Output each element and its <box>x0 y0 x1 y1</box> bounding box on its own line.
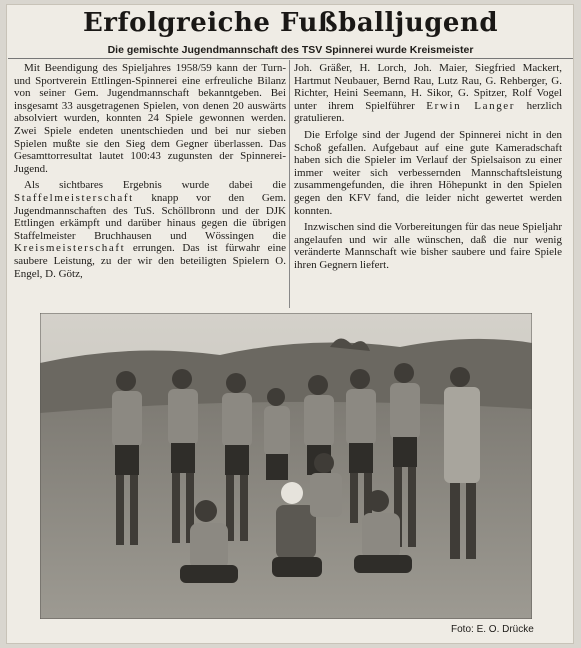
article-headline: Erfolgreiche Fußballjugend <box>82 8 499 38</box>
article-paragraph <box>14 179 286 280</box>
article-paragraph: Die Erfolge sind der Jugend der Spinnerei nicht in den Schoß gefallen. Aufgebaut auf eine gute Kameradschaft haben sich die Spieler im Verlauf der Spielsaison zu einer immer weiter sich verbessernden Mannschaftsleistung zusammengefunden, die ihren Höhepunkt in den Spielen gegen den KFV fand, die leider nicht gewertet werden konnten. <box>294 128 562 217</box>
article-paragraph <box>294 62 562 125</box>
text-run: Joh. Gräßer, H. Lorch, Joh. Maier, Siegfried Mackert, Hartmut Neubauer, Bernd Rau, Lutz Rau, G. Rehberger, G. Richter, Heini Seemann, H. Sikor, G. Spitzer, Rolf Vogel unter ihrem Spielführer <box>294 62 562 112</box>
photo-credit: Foto: E. O. Drücke <box>451 624 534 635</box>
emphasis-staffelmeisterschaft: Staffelmeisterschaft <box>14 191 134 204</box>
article-column-right <box>294 62 562 272</box>
article-column-left <box>14 62 286 280</box>
text-run: herzlich gratulieren. <box>294 99 562 125</box>
article-paragraph: Mit Beendigung des Spieljahres 1958/59 kann der Turn- und Sportverein Ettlingen-Spinnerei eine erfreuliche Bilanz von seiner Gem. Jugendmannschaft bekanntgeben. Bei insgesamt 33 ausgetragenen Spielen, von denen 20 auswärts absolviert wurden, konnten 24 Spiele gewonnen werden. Zwei Spiele endeten unentschieden und bei nur sieben Spielen mußte sie den Sieg dem Gegner überlassen. Das Gesamttorresultat lautet 100:43 zugunsten der Spinnerei-Jugend. <box>14 62 286 175</box>
team-photo <box>40 313 532 619</box>
text-run: knapp vor den Gem. Jugendmannschaften des TuS. Schöllbronn und der DJK Ettlingen erkämpft und darüber hinaus gegen die übrigen Staffelmeister Bruchhausen und Wössingen die <box>14 191 286 242</box>
column-divider <box>289 60 290 308</box>
header-rule <box>8 58 573 59</box>
emphasis-kreismeisterschaft: Kreismeisterschaft <box>14 242 126 255</box>
team-photo-illustration <box>40 313 532 619</box>
emphasis-captain-name: Erwin Langer <box>426 99 516 112</box>
text-run: errungen. Das ist fürwahr eine saubere Leistung, zu der wir den beteiligten Spielern O. Engel, D. Götz, <box>14 242 286 280</box>
article-paragraph: Inzwischen sind die Vorbereitungen für das neue Spieljahr angelaufen und wir alle wünschen, daß die nur wenig veränderte Mannschaft wie bisher saubere und faire Spiele ihren Gegnern liefert. <box>294 221 562 271</box>
text-run: Als sichtbares Ergebnis wurde dabei die <box>24 179 286 192</box>
article-subheadline: Die gemischte Jugendmannschaft des TSV Spinnerei wurde Kreismeister <box>107 44 474 56</box>
